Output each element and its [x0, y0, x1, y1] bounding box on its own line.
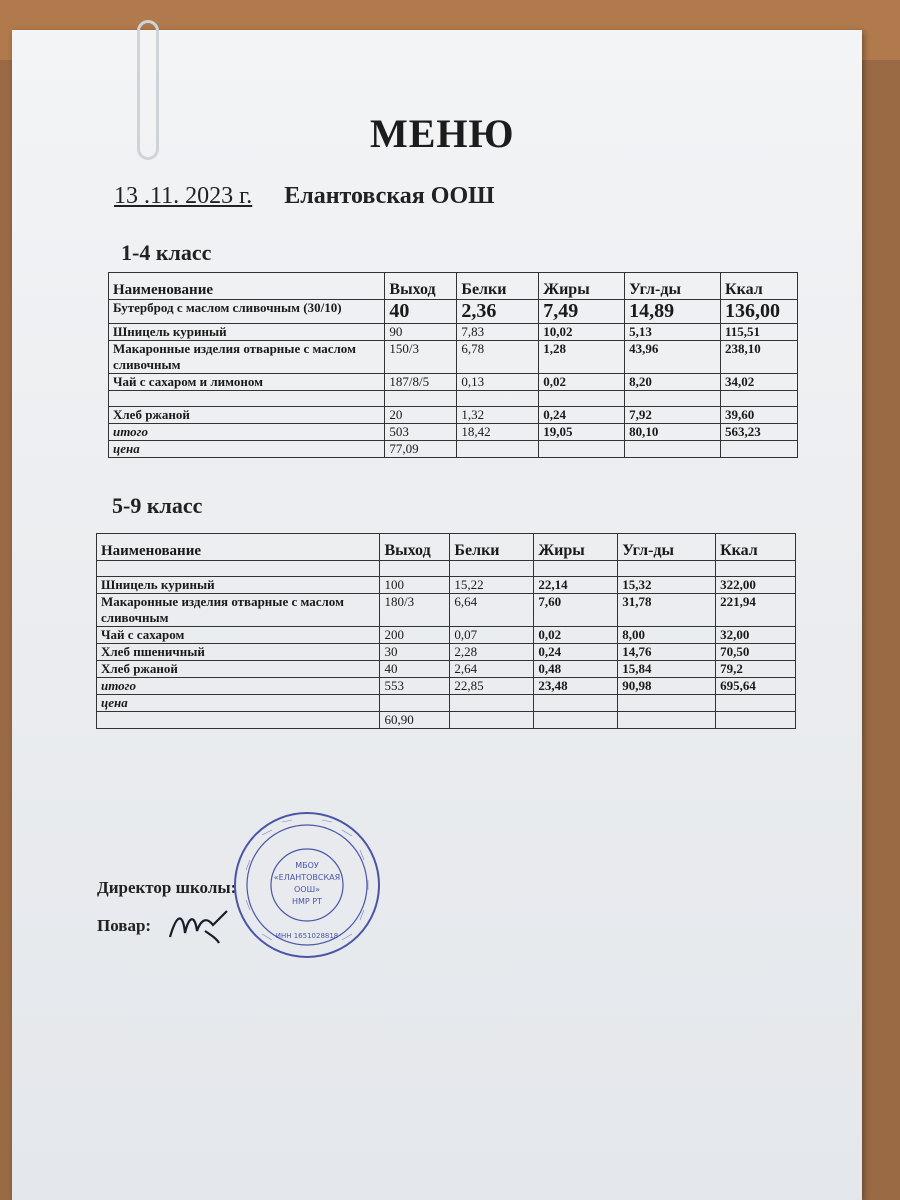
table-row	[109, 300, 798, 324]
table-row	[109, 424, 798, 441]
table-header-row	[97, 534, 796, 561]
table-row	[97, 661, 796, 678]
value-cell	[716, 561, 796, 577]
value-cell	[457, 441, 539, 458]
value-cell: 15,32	[618, 577, 716, 594]
cook-signature-label: Повар:	[97, 916, 152, 935]
value-cell: 60,90	[380, 712, 450, 729]
value-cell: 5,13	[625, 324, 721, 341]
value-cell: 31,78	[618, 594, 716, 627]
value-cell: 0,24	[539, 407, 625, 424]
value-cell: 7,92	[625, 407, 721, 424]
dish-name-cell: итого	[97, 678, 380, 695]
director-signature-label: Директор школы:	[97, 878, 237, 897]
value-cell: 23,48	[534, 678, 618, 695]
stamp-line-4: НМР РТ	[292, 897, 322, 906]
dish-name-cell	[109, 391, 385, 407]
table-row	[97, 577, 796, 594]
value-cell	[380, 695, 450, 712]
dish-name-cell: цена	[109, 441, 385, 458]
col-header: Жиры	[539, 273, 625, 300]
value-cell	[618, 561, 716, 577]
value-cell: 8,00	[618, 627, 716, 644]
dish-name-cell: Чай с сахаром	[97, 627, 380, 644]
value-cell: 1,32	[457, 407, 539, 424]
value-cell: 100	[380, 577, 450, 594]
menu-table-1-4	[108, 272, 798, 458]
value-cell	[716, 695, 796, 712]
value-cell: 1,28	[539, 341, 625, 374]
value-cell: 553	[380, 678, 450, 695]
dish-name-cell: Хлеб ржаной	[109, 407, 385, 424]
value-cell: 221,94	[716, 594, 796, 627]
value-cell: 136,00	[721, 300, 798, 324]
value-cell: 79,2	[716, 661, 796, 678]
table-row	[109, 341, 798, 374]
value-cell: 563,23	[721, 424, 798, 441]
value-cell	[618, 712, 716, 729]
value-cell: 0,02	[539, 374, 625, 391]
table-header-row	[109, 273, 798, 300]
dish-name-cell: Макаронные изделия отварные с маслом сливочным	[109, 341, 385, 374]
value-cell: 70,50	[716, 644, 796, 661]
value-cell: 0,07	[450, 627, 534, 644]
value-cell: 32,00	[716, 627, 796, 644]
value-cell: 14,89	[625, 300, 721, 324]
school-name: Елантовская ООШ	[284, 183, 495, 209]
value-cell: 90,98	[618, 678, 716, 695]
value-cell: 15,22	[450, 577, 534, 594]
value-cell	[534, 695, 618, 712]
value-cell: 7,60	[534, 594, 618, 627]
value-cell: 8,20	[625, 374, 721, 391]
value-cell: 2,36	[457, 300, 539, 324]
dish-name-cell	[97, 712, 380, 729]
value-cell: 7,83	[457, 324, 539, 341]
dish-name-cell: итого	[109, 424, 385, 441]
value-cell: 90	[385, 324, 457, 341]
table-row	[97, 712, 796, 729]
value-cell: 150/3	[385, 341, 457, 374]
value-cell	[716, 712, 796, 729]
value-cell: 40	[385, 300, 457, 324]
value-cell: 34,02	[721, 374, 798, 391]
value-cell	[721, 391, 798, 407]
value-cell: 0,02	[534, 627, 618, 644]
value-cell: 115,51	[721, 324, 798, 341]
stamp-line-2: «ЕЛАНТОВСКАЯ	[273, 873, 341, 882]
dish-name-cell: Хлеб пшеничный	[97, 644, 380, 661]
dish-name-cell: Хлеб ржаной	[97, 661, 380, 678]
dish-name-cell: Бутерброд с маслом сливочным (30/10)	[109, 300, 385, 324]
stamp-inn: ИНН 1651028818	[275, 932, 339, 940]
value-cell	[534, 712, 618, 729]
table-row	[97, 644, 796, 661]
col-header: Выход	[380, 534, 450, 561]
page-title: МЕНЮ	[370, 111, 515, 156]
col-header: Наименование	[109, 273, 385, 300]
dish-name-cell: цена	[97, 695, 380, 712]
value-cell	[539, 391, 625, 407]
dish-name-cell: Шницель куриный	[109, 324, 385, 341]
value-cell	[450, 712, 534, 729]
col-header: Наименование	[97, 534, 380, 561]
value-cell: 503	[385, 424, 457, 441]
value-cell: 22,14	[534, 577, 618, 594]
col-header: Ккал	[721, 273, 798, 300]
value-cell: 7,49	[539, 300, 625, 324]
value-cell: 10,02	[539, 324, 625, 341]
handwritten-signature	[165, 905, 235, 945]
value-cell: 19,05	[539, 424, 625, 441]
menu-date: 13 .11. 2023 г.	[114, 183, 253, 209]
section-label-1-4: 1-4 класс	[121, 240, 212, 265]
value-cell: 200	[380, 627, 450, 644]
table-row	[97, 695, 796, 712]
value-cell	[450, 561, 534, 577]
value-cell: 20	[385, 407, 457, 424]
section-label-5-9: 5-9 класс	[112, 493, 203, 518]
dish-name-cell: Шницель куриный	[97, 577, 380, 594]
stamp-line-1: МБОУ	[295, 861, 319, 870]
value-cell	[625, 441, 721, 458]
value-cell: 43,96	[625, 341, 721, 374]
menu-table-5-9	[96, 533, 796, 729]
date-line	[114, 183, 494, 210]
value-cell: 322,00	[716, 577, 796, 594]
col-header: Выход	[385, 273, 457, 300]
col-header: Белки	[450, 534, 534, 561]
dish-name-cell: Чай с сахаром и лимоном	[109, 374, 385, 391]
value-cell: 180/3	[380, 594, 450, 627]
dish-name-cell: Макаронные изделия отварные с маслом сливочным	[97, 594, 380, 627]
value-cell: 238,10	[721, 341, 798, 374]
col-header: Ккал	[716, 534, 796, 561]
table-row	[109, 374, 798, 391]
table-row	[97, 678, 796, 695]
col-header: Угл-ды	[625, 273, 721, 300]
table-row	[109, 441, 798, 458]
value-cell: 22,85	[450, 678, 534, 695]
col-header: Угл-ды	[618, 534, 716, 561]
value-cell: 40	[380, 661, 450, 678]
dish-name-cell	[97, 561, 380, 577]
value-cell: 14,76	[618, 644, 716, 661]
table-row	[97, 594, 796, 627]
value-cell: 6,78	[457, 341, 539, 374]
value-cell	[618, 695, 716, 712]
school-stamp	[232, 810, 382, 960]
col-header: Жиры	[534, 534, 618, 561]
stamp-line-3: ООШ»	[293, 885, 321, 894]
value-cell: 15,84	[618, 661, 716, 678]
value-cell	[380, 561, 450, 577]
value-cell: 18,42	[457, 424, 539, 441]
value-cell	[457, 391, 539, 407]
value-cell: 80,10	[625, 424, 721, 441]
value-cell: 2,64	[450, 661, 534, 678]
col-header: Белки	[457, 273, 539, 300]
value-cell: 695,64	[716, 678, 796, 695]
value-cell	[385, 391, 457, 407]
table-row	[109, 391, 798, 407]
value-cell	[539, 441, 625, 458]
value-cell: 6,64	[450, 594, 534, 627]
value-cell	[625, 391, 721, 407]
paper-clip	[137, 20, 159, 160]
table-row	[97, 627, 796, 644]
table-row	[109, 407, 798, 424]
value-cell	[450, 695, 534, 712]
value-cell: 0,13	[457, 374, 539, 391]
value-cell: 0,48	[534, 661, 618, 678]
value-cell	[534, 561, 618, 577]
table-row	[109, 324, 798, 341]
value-cell: 77,09	[385, 441, 457, 458]
value-cell: 30	[380, 644, 450, 661]
table-row	[97, 561, 796, 577]
value-cell: 2,28	[450, 644, 534, 661]
value-cell: 39,60	[721, 407, 798, 424]
value-cell: 187/8/5	[385, 374, 457, 391]
value-cell	[721, 441, 798, 458]
value-cell: 0,24	[534, 644, 618, 661]
